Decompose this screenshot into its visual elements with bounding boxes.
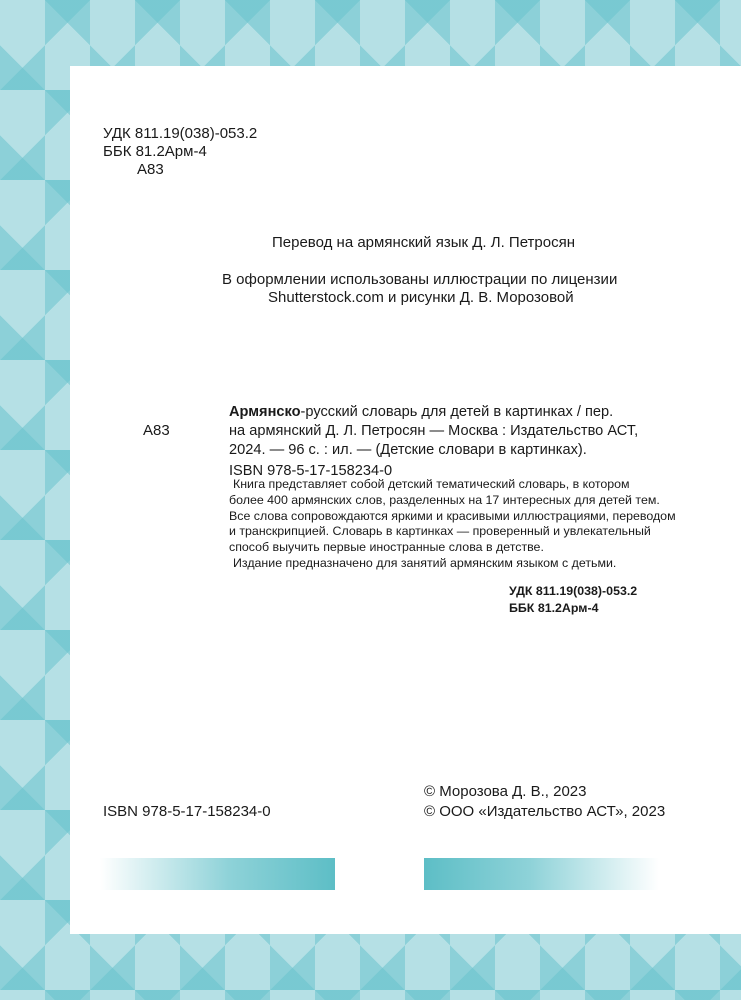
udk-code: УДК 811.19(038)-053.2 bbox=[103, 125, 258, 142]
annotation-line: и транскрипцией. Словарь в картинках — проверенный и увлекательный bbox=[229, 524, 651, 539]
bibliographic-line-2: на армянский Д. Л. Петросян — Москва : Издательство АСТ, bbox=[229, 423, 639, 439]
author-mark: А83 bbox=[137, 161, 164, 178]
bibliographic-title-bold: Армянско bbox=[229, 404, 301, 420]
decorative-bar-left bbox=[100, 858, 335, 890]
illustrations-credit-line1: В оформлении использованы иллюстрации по лицензии bbox=[222, 271, 618, 288]
annotation-line: способ выучить первые иностранные слова в детстве. bbox=[229, 540, 544, 555]
annotation-line: Книга представляет собой детский тематический словарь, в котором bbox=[233, 477, 630, 491]
copyright-author: © Морозова Д. В., 2023 bbox=[424, 783, 587, 800]
annotation-line: более 400 армянских слов, разделенных на 17 интересных для детей тем. bbox=[229, 492, 660, 507]
bibliographic-description bbox=[229, 403, 638, 481]
bibliographic-author-mark: А83 bbox=[143, 422, 170, 439]
bibliographic-isbn: ISBN 978-5-17-158234-0 bbox=[229, 463, 393, 479]
annotation-bbk: ББК 81.2Арм-4 bbox=[509, 601, 599, 615]
annotation-line: Все слова сопровождаются яркими и красивыми иллюстрациями, переводом bbox=[229, 508, 676, 523]
illustrations-credit-line2: Shutterstock.com и рисунки Д. В. Морозовой bbox=[268, 289, 574, 306]
annotation bbox=[229, 477, 676, 572]
annotation-udk: УДК 811.19(038)-053.2 bbox=[509, 584, 638, 598]
copyright-publisher: © ООО «Издательство АСТ», 2023 bbox=[424, 803, 666, 820]
bibliographic-line-3: 2024. — 96 с. : ил. — (Детские словари в картинках). bbox=[229, 442, 587, 458]
bibliographic-title-rest: -русский словарь для детей в картинках / пер. bbox=[300, 404, 614, 420]
bbk-code: ББК 81.2Арм-4 bbox=[103, 143, 207, 160]
bibliographic-title-line bbox=[229, 403, 638, 422]
annotation-line: Издание предназначено для занятий армянским языком с детьми. bbox=[233, 555, 617, 570]
decorative-bar-right bbox=[424, 858, 659, 890]
footer-isbn: ISBN 978-5-17-158234-0 bbox=[103, 803, 271, 820]
translation-credit: Перевод на армянский язык Д. Л. Петросян bbox=[272, 234, 575, 251]
